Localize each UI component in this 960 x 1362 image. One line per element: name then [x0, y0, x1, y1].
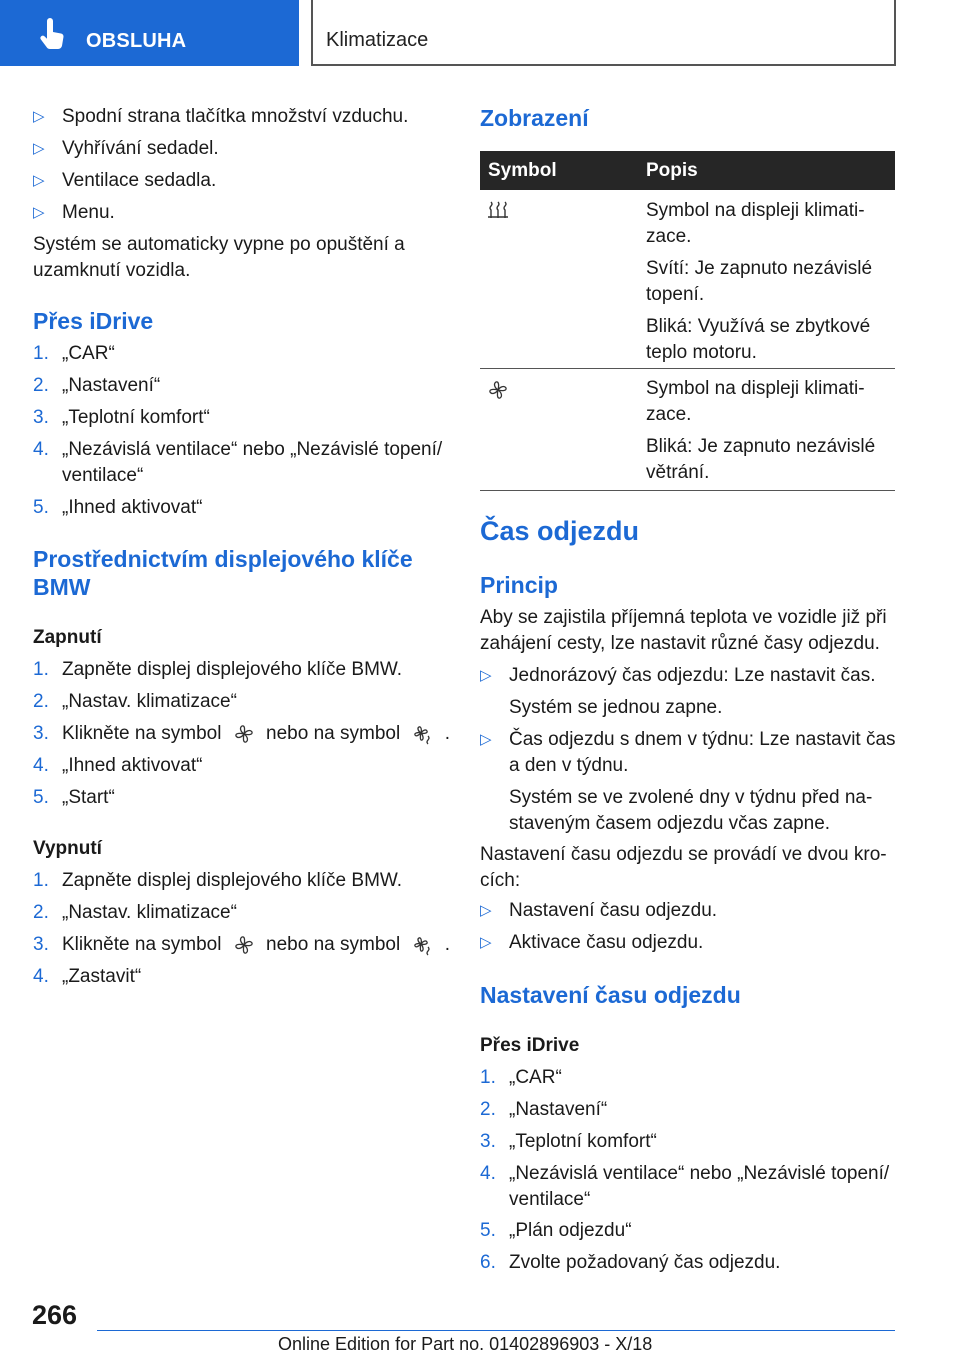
triangle-bullet-icon: ▷: [480, 731, 492, 748]
paragraph-auto-off: Systém se automaticky vypne po opuštění a uzamknutí vozidla.: [33, 234, 405, 281]
table-row: Symbol na displeji klimati- zace. Bliká: Je zapnuto nezávislé větrání.: [646, 378, 876, 483]
heading-idrive: Přes iDrive: [33, 308, 154, 334]
edition-text: Online Edition for Part no. 01402896903 - X/18: [278, 1334, 653, 1354]
fan-heating-icon: [411, 934, 433, 956]
heading-departure-time: Čas odjezdu: [480, 516, 640, 546]
section-label: OBSLUHA: [86, 30, 187, 52]
col-symbol: Symbol: [488, 160, 557, 181]
triangle-bullet-icon: ▷: [33, 140, 45, 157]
pointing-hand-icon: [38, 18, 68, 52]
heading-off: Vypnutí: [33, 838, 102, 859]
fan-icon: [487, 379, 509, 401]
section-tab[interactable]: [0, 0, 299, 66]
fan-heating-icon: [411, 723, 433, 745]
chapter-title: Klimatizace: [326, 29, 429, 51]
heating-icon: [487, 200, 509, 220]
fan-icon: [233, 723, 255, 745]
triangle-bullet-icon: ▷: [33, 108, 45, 125]
table-header: [480, 151, 895, 190]
triangle-bullet-icon: ▷: [33, 172, 45, 189]
heading-setting-departure: Nastavení času odjezdu: [480, 982, 741, 1008]
heading-principle: Princip: [480, 572, 558, 598]
paragraph-two-steps: Nastavení času odjezdu se provádí ve dvou kro- cích:: [480, 844, 887, 891]
col-description: Popis: [646, 160, 698, 181]
heading-display: Zobrazení: [480, 105, 589, 131]
page-number: 266: [32, 1300, 78, 1330]
paragraph-principle: Aby se zajistila příjemná teplota ve vozidle již při zahájení cesty, lze nastavit různé časy odjezdu.: [480, 607, 887, 654]
footer-divider: [97, 1330, 895, 1331]
fan-icon: [233, 934, 255, 956]
table-divider: [480, 368, 895, 369]
triangle-bullet-icon: ▷: [480, 902, 492, 919]
chapter-header: [311, 0, 896, 66]
triangle-bullet-icon: ▷: [480, 667, 492, 684]
table-row: Symbol na displeji klimati- zace. Svítí: Je zapnuto nezávislé topení. Bliká: Využívá se zbytkové teplo motoru.: [646, 200, 873, 363]
heading-on: Zapnutí: [33, 627, 102, 648]
triangle-bullet-icon: ▷: [33, 204, 45, 221]
triangle-bullet-icon: ▷: [480, 934, 492, 951]
heading-idrive-sub: Přes iDrive: [480, 1035, 580, 1056]
heading-display-key: Prostřednictvím displejového klíče BMW: [33, 546, 413, 600]
table-divider: [480, 490, 895, 491]
